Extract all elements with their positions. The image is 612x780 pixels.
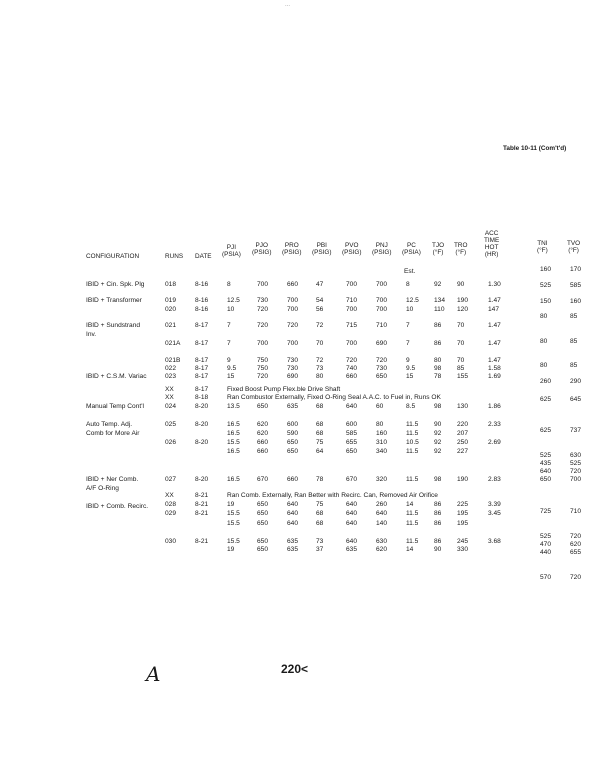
col-tro: TRO (°F) (454, 242, 468, 256)
cell-pvo: 640 (346, 538, 358, 545)
cell-date: 8-16 (195, 306, 209, 313)
cell-tni: 525 (540, 452, 552, 459)
cell-pbi: 37 (316, 546, 324, 553)
cell-acc-time: 1.86 (488, 403, 501, 410)
cell-pji: 13.5 (227, 403, 240, 410)
cell-pbi: 68 (316, 403, 324, 410)
cell-tjo: 134 (434, 297, 446, 304)
cell-pji: 16.5 (227, 430, 240, 437)
cell-pjo: 700 (257, 281, 269, 288)
cell-pji: 15.5 (227, 439, 240, 446)
cell-pvo: 640 (346, 520, 358, 527)
cell-date: 8-17 (195, 322, 209, 329)
cell-pc: 14 (406, 546, 414, 553)
cell-pji: 16.5 (227, 421, 240, 428)
cell-runs: 024 (165, 403, 177, 410)
cell-acc-time: 2.83 (488, 476, 501, 483)
cell-date: 8-17 (195, 373, 209, 380)
cell-pro: 700 (287, 340, 299, 347)
col-pnj: PNJ (PSIG) (372, 242, 392, 256)
cell-pvo: 715 (346, 322, 358, 329)
cell-tvo: 585 (570, 282, 582, 289)
config-label: Comb for More Air (86, 430, 140, 437)
cell-pvo: 710 (346, 297, 358, 304)
cell-tvo: 630 (570, 452, 582, 459)
cell-pjo: 620 (257, 430, 269, 437)
cell-pc: 7 (406, 322, 410, 329)
cell-pjo: 720 (257, 322, 269, 329)
cell-acc-time: 1.47 (488, 322, 501, 329)
cell-pro: 640 (287, 510, 299, 517)
cell-pnj: 630 (376, 538, 388, 545)
cell-acc-time: 147 (488, 306, 500, 313)
cell-tvo: 710 (570, 508, 582, 515)
cell-pjo: 650 (257, 546, 269, 553)
cell-tvo: 160 (570, 298, 582, 305)
col-pvo: PVO (PSIG) (342, 242, 362, 256)
col-pbi: PBI (PSIG) (312, 242, 332, 256)
cell-pnj: 700 (376, 297, 388, 304)
cell-runs: XX (165, 394, 174, 401)
cell-tni: 80 (540, 338, 548, 345)
remark-line: Fixed Boost Pump Flex.ble Drive Shaft (227, 386, 341, 393)
cell-pc: 11.5 (406, 476, 419, 483)
col-tvo: TVO (°F) (567, 240, 581, 254)
cell-tro: 220 (457, 421, 469, 428)
cell-runs: 022 (165, 365, 177, 372)
col-acc-time-hot: ACC TIME HOT (HR) (484, 230, 500, 258)
cell-pjo: 650 (257, 538, 269, 545)
cell-runs: 021B (165, 357, 181, 364)
cell-tni: 525 (540, 533, 552, 540)
cell-pvo: 700 (346, 340, 358, 347)
cell-pbi: 78 (316, 476, 324, 483)
cell-tro: 130 (457, 403, 469, 410)
cell-tni: 260 (540, 378, 552, 385)
cell-tjo: 98 (434, 403, 442, 410)
cell-pro: 635 (287, 403, 299, 410)
cell-pji: 15.5 (227, 510, 240, 517)
cell-pnj: 80 (376, 421, 384, 428)
cell-pjo: 720 (257, 306, 269, 313)
cell-tvo: 720 (570, 574, 582, 581)
cell-pji: 7 (227, 340, 231, 347)
cell-pji: 12.5 (227, 297, 240, 304)
cell-pjo: 650 (257, 403, 269, 410)
page-number: 220< (281, 662, 309, 676)
cell-pjo: 650 (257, 510, 269, 517)
cell-pjo: 660 (257, 439, 269, 446)
cell-acc-time: 1.47 (488, 357, 501, 364)
col-pjo: PJO (PSIG) (252, 242, 272, 256)
cell-pnj: 160 (376, 430, 388, 437)
cell-acc-time: 1.30 (488, 281, 501, 288)
cell-pc: 15 (406, 373, 414, 380)
cell-pjo: 650 (257, 520, 269, 527)
cell-tjo: 98 (434, 365, 442, 372)
remark-line: Ran Comb. Externally, Ran Better with Recirc. Can, Removed Air Orifice (227, 492, 438, 499)
config-label: IBID + Comb. Recirc. (86, 503, 149, 510)
cell-tjo: 86 (434, 538, 442, 545)
cell-tjo: 86 (434, 510, 442, 517)
cell-tni: 150 (540, 298, 552, 305)
cell-pjo: 750 (257, 365, 269, 372)
cell-pji: 9.5 (227, 365, 237, 372)
cell-pnj: 620 (376, 546, 388, 553)
cell-pnj: 700 (376, 281, 388, 288)
cell-tni: 525 (540, 282, 552, 289)
col-date: DATE (195, 253, 212, 260)
col-configuration: CONFIGURATION (86, 253, 140, 260)
cell-tjo: 90 (434, 421, 442, 428)
cell-tro: 70 (457, 340, 465, 347)
cell-pc: 11.5 (406, 421, 419, 428)
cell-tni: 80 (540, 362, 548, 369)
cell-pc: 11.5 (406, 538, 419, 545)
cell-pro: 660 (287, 281, 299, 288)
col-tni: TNI (°F) (537, 240, 548, 254)
cell-pjo: 750 (257, 357, 269, 364)
cell-tro: 330 (457, 546, 469, 553)
cell-pro: 730 (287, 357, 299, 364)
cell-pbi: 72 (316, 322, 324, 329)
cell-pvo: 700 (346, 281, 358, 288)
cell-pnj: 720 (376, 357, 388, 364)
cell-acc-time: 1.58 (488, 365, 501, 372)
cell-pvo: 635 (346, 546, 358, 553)
cell-date: 8-20 (195, 421, 209, 428)
cell-tvo: 720 (570, 468, 582, 475)
cell-pro: 650 (287, 448, 299, 455)
cell-pro: 650 (287, 439, 299, 446)
cell-pjo: 670 (257, 476, 269, 483)
cell-tjo: 80 (434, 357, 442, 364)
cell-pjo: 650 (257, 501, 269, 508)
cell-pvo: 640 (346, 501, 358, 508)
cell-pbi: 68 (316, 430, 324, 437)
cell-pji: 19 (227, 546, 235, 553)
cell-pro: 700 (287, 297, 299, 304)
cell-tro: 155 (457, 373, 469, 380)
cell-tvo: 655 (570, 549, 582, 556)
cell-pvo: 640 (346, 510, 358, 517)
cell-acc-time: 1.69 (488, 373, 501, 380)
cell-pjo: 620 (257, 421, 269, 428)
cell-tjo: 92 (434, 281, 442, 288)
cell-tro: 190 (457, 476, 469, 483)
cell-pvo: 640 (346, 403, 358, 410)
cell-pro: 635 (287, 546, 299, 553)
cell-tni: 725 (540, 508, 552, 515)
config-label: Manual Temp Cont'l (86, 403, 144, 410)
cell-pbi: 73 (316, 538, 324, 545)
cell-runs: 021A (165, 340, 181, 347)
cell-acc-time: 1.47 (488, 340, 501, 347)
cell-tro: 90 (457, 281, 465, 288)
cell-date: 8-16 (195, 297, 209, 304)
cell-pro: 590 (287, 430, 299, 437)
cell-pnj: 340 (376, 448, 388, 455)
cell-tjo: 92 (434, 439, 442, 446)
cell-tro: 70 (457, 357, 465, 364)
cell-tni: 470 (540, 541, 552, 548)
col-pji: PJI (PSIA) (222, 244, 241, 258)
cell-pvo: 600 (346, 421, 358, 428)
cell-tni: 160 (540, 266, 552, 273)
config-label: IBID + Cin. Spk. Plg (86, 281, 145, 288)
cell-pvo: 660 (346, 373, 358, 380)
cell-pc: 11.5 (406, 520, 419, 527)
cell-pbi: 64 (316, 448, 324, 455)
cell-date: 8-20 (195, 403, 209, 410)
cell-tjo: 86 (434, 501, 442, 508)
cell-pji: 16.5 (227, 448, 240, 455)
cell-pnj: 700 (376, 306, 388, 313)
cell-runs: 021 (165, 322, 177, 329)
col-runs: RUNS (165, 253, 184, 260)
cell-acc-time: 3.39 (488, 501, 501, 508)
cell-tjo: 86 (434, 340, 442, 347)
cell-tro: 225 (457, 501, 469, 508)
cell-pbi: 68 (316, 510, 324, 517)
cell-pnj: 730 (376, 365, 388, 372)
cell-pnj: 140 (376, 520, 388, 527)
cell-pjo: 700 (257, 340, 269, 347)
cell-tjo: 90 (434, 546, 442, 553)
cell-tro: 195 (457, 520, 469, 527)
cell-date: 8-18 (195, 394, 209, 401)
cell-tjo: 98 (434, 476, 442, 483)
cell-date: 8-20 (195, 439, 209, 446)
cell-pbi: 73 (316, 365, 324, 372)
cell-pc: 11.5 (406, 510, 419, 517)
cell-pji: 15.5 (227, 538, 240, 545)
cell-tvo: 620 (570, 541, 582, 548)
col-pro: PRO (PSIG) (282, 242, 302, 256)
col-tjo: TJO (°F) (432, 242, 445, 256)
cell-pro: 640 (287, 520, 299, 527)
cell-tjo: 78 (434, 373, 442, 380)
cell-acc-time: 2.33 (488, 421, 501, 428)
cell-tro: 250 (457, 439, 469, 446)
cell-pc: 14 (406, 501, 414, 508)
cell-runs: 030 (165, 538, 177, 545)
cell-runs: 020 (165, 306, 177, 313)
cell-pji: 10 (227, 306, 235, 313)
cell-pvo: 740 (346, 365, 358, 372)
cell-pbi: 80 (316, 373, 324, 380)
cell-pvo: 720 (346, 357, 358, 364)
config-label: IBID + Ner Comb. (86, 476, 139, 483)
cell-pnj: 310 (376, 439, 388, 446)
cell-pvo: 655 (346, 439, 358, 446)
cell-pc: 12.5 (406, 297, 419, 304)
cell-tro: 85 (457, 365, 465, 372)
cell-pro: 690 (287, 373, 299, 380)
cell-date: 8-16 (195, 281, 209, 288)
cell-date: 8-21 (195, 538, 209, 545)
cell-date: 8-20 (195, 476, 209, 483)
cell-tni: 440 (540, 549, 552, 556)
config-label: IBID + Transformer (86, 297, 142, 304)
cell-pc: 11.5 (406, 430, 419, 437)
est-label: Est. (404, 268, 416, 275)
cell-tvo: 525 (570, 460, 582, 467)
cell-tjo: 110 (434, 306, 445, 313)
table-title: Table 10-11 (Com't'd) (503, 145, 567, 152)
cell-pro: 635 (287, 538, 299, 545)
cell-pro: 640 (287, 501, 299, 508)
cell-date: 8-17 (195, 365, 209, 372)
cell-runs: 018 (165, 281, 177, 288)
cell-date: 8-17 (195, 340, 209, 347)
cell-tvo: 170 (570, 266, 582, 273)
cell-tro: 207 (457, 430, 469, 437)
cell-pji: 8 (227, 281, 231, 288)
cell-pnj: 320 (376, 476, 388, 483)
cell-tni: 640 (540, 468, 552, 475)
cell-acc-time: 1.47 (488, 297, 501, 304)
cell-pvo: 670 (346, 476, 358, 483)
cell-runs: 025 (165, 421, 177, 428)
cell-tvo: 85 (570, 313, 578, 320)
cell-pnj: 260 (376, 501, 388, 508)
page-mark: ... (285, 2, 291, 8)
cell-runs: XX (165, 386, 174, 393)
cell-pc: 10 (406, 306, 414, 313)
cell-pbi: 68 (316, 520, 324, 527)
cell-pro: 660 (287, 476, 299, 483)
cell-tjo: 92 (434, 430, 442, 437)
cell-date: 8-21 (195, 492, 209, 499)
cell-pbi: 56 (316, 306, 324, 313)
cell-pjo: 720 (257, 373, 269, 380)
cell-tro: 190 (457, 297, 469, 304)
config-label: A/F O-Ring (86, 485, 119, 492)
cell-pc: 8.5 (406, 403, 416, 410)
cell-tjo: 92 (434, 448, 442, 455)
cell-pnj: 710 (376, 322, 388, 329)
cell-pro: 700 (287, 306, 299, 313)
config-label: Auto Temp. Adj. (86, 421, 133, 428)
cell-pc: 8 (406, 281, 410, 288)
cell-runs: 029 (165, 510, 177, 517)
cell-pbi: 54 (316, 297, 324, 304)
cell-tni: 650 (540, 476, 552, 483)
cell-tro: 195 (457, 510, 469, 517)
handwritten-initial: A (146, 662, 161, 686)
cell-pc: 10.5 (406, 439, 419, 446)
cell-tni: 435 (540, 460, 552, 467)
cell-pc: 7 (406, 340, 410, 347)
cell-pji: 15.5 (227, 520, 240, 527)
cell-pc: 9 (406, 357, 410, 364)
cell-tjo: 86 (434, 322, 442, 329)
cell-tro: 245 (457, 538, 469, 545)
cell-date: 8-21 (195, 501, 209, 508)
cell-tvo: 700 (570, 476, 582, 483)
cell-pvo: 650 (346, 448, 358, 455)
cell-tro: 70 (457, 322, 465, 329)
cell-pjo: 660 (257, 448, 269, 455)
cell-acc-time: 3.68 (488, 538, 501, 545)
cell-runs: 026 (165, 439, 177, 446)
cell-pji: 16.5 (227, 476, 240, 483)
cell-runs: 023 (165, 373, 177, 380)
cell-pro: 720 (287, 322, 299, 329)
cell-tvo: 645 (570, 396, 582, 403)
cell-pro: 600 (287, 421, 299, 428)
cell-pbi: 75 (316, 501, 324, 508)
cell-pvo: 700 (346, 306, 358, 313)
cell-runs: 019 (165, 297, 177, 304)
cell-tvo: 85 (570, 362, 578, 369)
cell-pbi: 72 (316, 357, 324, 364)
remark-line: Ran Combustor Externally, Fixed O-Ring Seal A.A.C. to Fuel in, Runs OK (227, 394, 441, 401)
config-label: IBID + C.S.M. Variac (86, 373, 147, 380)
cell-pc: 11.5 (406, 448, 419, 455)
cell-date: 8-17 (195, 357, 209, 364)
cell-tni: 80 (540, 313, 548, 320)
cell-tvo: 85 (570, 338, 578, 345)
cell-tni: 625 (540, 427, 552, 434)
cell-tro: 227 (457, 448, 469, 455)
cell-pc: 9.5 (406, 365, 416, 372)
cell-pji: 9 (227, 357, 231, 364)
cell-date: 8-17 (195, 386, 209, 393)
cell-pbi: 68 (316, 421, 324, 428)
cell-pbi: 70 (316, 340, 324, 347)
cell-tni: 625 (540, 396, 552, 403)
cell-date: 8-21 (195, 510, 209, 517)
cell-pjo: 730 (257, 297, 269, 304)
cell-tro: 120 (457, 306, 469, 313)
cell-runs: 027 (165, 476, 177, 483)
cell-pro: 730 (287, 365, 299, 372)
cell-tvo: 720 (570, 533, 582, 540)
cell-pnj: 60 (376, 403, 384, 410)
cell-pji: 19 (227, 501, 235, 508)
cell-acc-time: 3.45 (488, 510, 501, 517)
cell-pbi: 47 (316, 281, 324, 288)
cell-tjo: 86 (434, 520, 442, 527)
cell-pji: 15 (227, 373, 235, 380)
cell-pnj: 690 (376, 340, 388, 347)
cell-tvo: 290 (570, 378, 582, 385)
cell-pbi: 75 (316, 439, 324, 446)
cell-pnj: 650 (376, 373, 388, 380)
config-label: IBID + Sundstrand (86, 322, 141, 329)
cell-tvo: 737 (570, 427, 582, 434)
cell-acc-time: 2.69 (488, 439, 501, 446)
col-pc: PC (PSIA) (402, 242, 421, 256)
cell-runs: XX (165, 492, 174, 499)
config-label: Inv. (86, 331, 97, 338)
cell-pvo: 585 (346, 430, 358, 437)
cell-runs: 028 (165, 501, 177, 508)
cell-pnj: 640 (376, 510, 388, 517)
cell-tni: 570 (540, 574, 552, 581)
cell-pji: 7 (227, 322, 231, 329)
